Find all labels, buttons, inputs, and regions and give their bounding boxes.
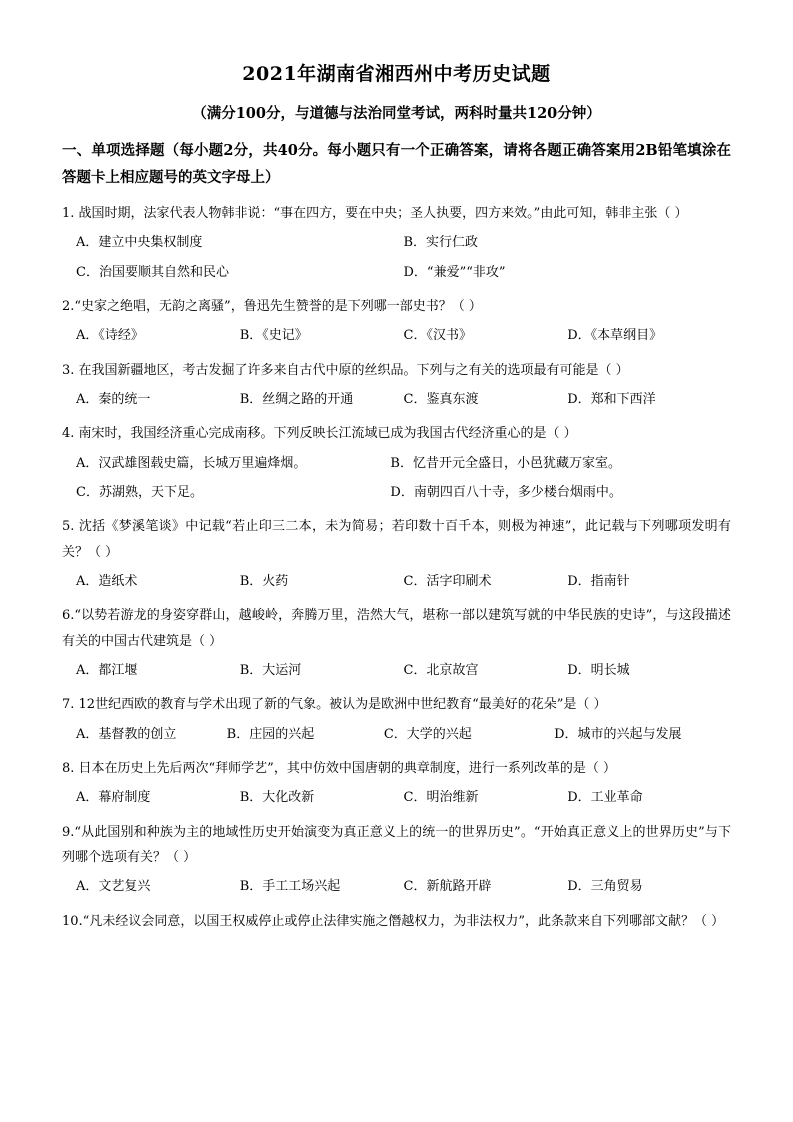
question-options [62, 451, 731, 476]
option-b[interactable]: B．《史记》 [239, 328, 308, 344]
section-heading-multiple-choice: 一、单项选择题（每小题2分，共40分。每小题只有一个正确答案，请将各题正确答案用2B铅笔填涂在答题卡上相应题号的英文字母上） [62, 142, 731, 187]
option-b[interactable]: B．大运河 [239, 663, 302, 679]
question-options [62, 785, 731, 810]
question-stem: 6.“以势若游龙的身姿穿群山，越峻岭，奔腾万里，浩然大气，堪称一部以建筑写就的中华民族的史诗”，与这段描述有关的中国古代建筑是（ ） [62, 608, 731, 649]
option-d[interactable]: D．工业革命 [567, 790, 643, 806]
option-a[interactable]: A．汉武雄图载史篇，长城万里遍烽烟。 [76, 455, 307, 471]
question-options [62, 230, 731, 255]
option-d[interactable]: D．明长城 [567, 663, 630, 679]
question-stem: 9.“从此国别和种族为主的地域性历史开始演变为真正意义上的统一的世界历史”。“开始真正意义上的世界历史”与下列哪个选项有关？（ ） [62, 824, 731, 866]
option-c[interactable]: C．鉴真东渡 [403, 391, 479, 407]
option-a[interactable]: A．都江堰 [76, 663, 138, 679]
question-stem: 2.“史家之绝唱，无韵之离骚”，鲁迅先生赞誉的是下列哪一部史书？（ ） [62, 298, 482, 314]
option-a[interactable]: A．秦的统一 [76, 391, 151, 407]
option-a[interactable]: A．《诗经》 [76, 328, 144, 344]
option-c[interactable]: C．《汉书》 [403, 328, 472, 344]
option-b[interactable]: B．忆昔开元全盛日，小邑犹藏万家室。 [390, 455, 621, 471]
option-a[interactable]: A．幕府制度 [76, 790, 151, 806]
option-a[interactable]: A．文艺复兴 [76, 879, 151, 895]
option-b[interactable]: B．丝绸之路的开通 [239, 391, 354, 407]
option-c[interactable]: C．苏湖熟，天下足。 [76, 484, 203, 500]
option-c[interactable]: C．新航路开辟 [403, 879, 492, 895]
question-options [62, 323, 731, 348]
option-a[interactable]: A．造纸术 [76, 574, 138, 589]
option-b[interactable]: B．手工工场兴起 [239, 879, 341, 895]
question-stem: 7. 12世纪西欧的教育与学术出现了新的气象。被认为是欧洲中世纪教育“最美好的花朵”是（ ） [62, 697, 607, 713]
option-b[interactable]: B．实行仁政 [403, 235, 479, 251]
question-options [62, 387, 731, 412]
question-stem: 10.“凡未经议会同意，以国王权威停止或停止法律实施之僭越权力，为非法权力”，此条款来自下列哪部文献？（ ） [62, 913, 725, 929]
option-b[interactable]: B．火药 [239, 574, 289, 589]
exam-subtitle: （满分100分，与道德与法治同堂考试，两科时量共120分钟） [192, 104, 601, 122]
option-b[interactable]: B．庄园的兴起 [226, 726, 315, 742]
option-d[interactable]: D．三角贸易 [567, 879, 643, 895]
option-d[interactable]: D．南朝四百八十寺，多少楼台烟雨中。 [390, 484, 622, 500]
page-title: 2021年湖南省湘西州中考历史试题 [242, 63, 551, 85]
option-d[interactable]: D．《本草纲目》 [567, 328, 663, 344]
option-c[interactable]: C．北京故宫 [403, 663, 479, 679]
question-options [62, 480, 731, 505]
option-d[interactable]: D．“兼爱”“非攻” [403, 264, 506, 280]
question-options [62, 260, 731, 285]
option-d[interactable]: D．郑和下西洋 [567, 391, 656, 407]
option-b[interactable]: B．大化改新 [239, 790, 315, 806]
question-stem: 5. 沈括《梦溪笔谈》中记载“若止印三二本，未为简易；若印数十百千本，则极为神速”，此记载与下列哪项发明有关？（ ） [62, 519, 731, 560]
question-options [62, 874, 731, 899]
question-stem: 8. 日本在历史上先后两次“拜师学艺”，其中仿效中国唐朝的典章制度，进行一系列改革的是（ ） [62, 761, 616, 777]
question-stem: 4. 南宋时，我国经济重心完成南移。下列反映长江流域已成为我国古代经济重心的是（ ） [62, 426, 577, 442]
option-d[interactable]: D．城市的兴起与发展 [554, 726, 682, 742]
option-c[interactable]: C．治国要顺其自然和民心 [76, 264, 229, 280]
question-options [62, 722, 731, 747]
option-c[interactable]: C．活字印刷术 [403, 574, 492, 589]
option-c[interactable]: C．明治维新 [403, 790, 479, 806]
question-options [62, 658, 731, 683]
question-options [62, 569, 731, 594]
question-stem: 1. 战国时期，法家代表人物韩非说：“事在四方，要在中央；圣人执要，四方来效。”由此可知，韩非主张（ ） [62, 205, 688, 221]
option-d[interactable]: D．指南针 [567, 574, 630, 589]
option-a[interactable]: A．基督教的创立 [76, 726, 177, 742]
option-a[interactable]: A．建立中央集权制度 [76, 235, 203, 251]
option-c[interactable]: C．大学的兴起 [383, 726, 472, 742]
question-stem: 3. 在我国新疆地区，考古发掘了许多来自古代中原的丝织品。下列与之有关的选项最有可能是（ ） [62, 362, 629, 378]
